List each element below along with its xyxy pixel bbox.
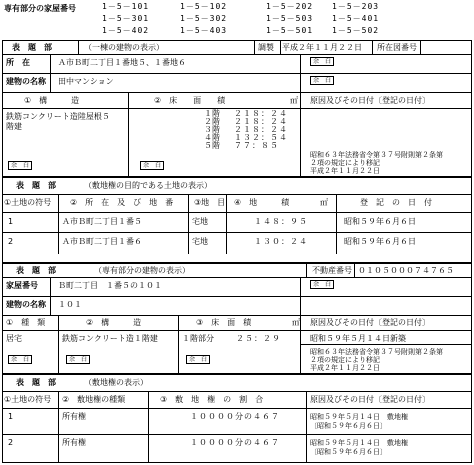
- rule: [58, 315, 59, 373]
- rule: [58, 391, 59, 463]
- land-no: 2: [8, 237, 14, 246]
- floor-area: ２１８：２４: [234, 125, 288, 134]
- house-number: 1－5－501: [266, 26, 314, 35]
- building-cause: 昭和６３年法務省令第３７号附則第２条第 ２項の規定により移記 平成２年１１月２２日: [310, 151, 443, 175]
- house-number: 1－5－101: [102, 2, 150, 11]
- rule: [2, 40, 3, 463]
- unit-area: ２５：２９: [236, 334, 281, 343]
- unit-kind: 居宅: [6, 334, 22, 343]
- chosei-date: 平成２年１１月２２日: [282, 43, 362, 52]
- siki-col-ratio: ③ 敷 地 権 の 割 合: [160, 395, 264, 404]
- rule: [2, 92, 472, 93]
- structure-header: ① 構 造: [24, 96, 80, 105]
- rule: [471, 40, 472, 463]
- rule: [2, 40, 472, 41]
- realty-number: ０１０５０００７４７６５: [358, 266, 454, 275]
- blank-stamp: 余 白: [8, 161, 32, 170]
- rule: [2, 194, 472, 195]
- floor-area: ２１８：２４: [234, 117, 288, 126]
- unit-cause-1: 昭和５９年５月１４日新築: [310, 334, 406, 343]
- blank-stamp: 余 白: [66, 355, 90, 364]
- unit-col-kind: ① 種 類: [6, 318, 46, 327]
- blank-stamp: 余 白: [186, 355, 210, 364]
- rule: [2, 330, 472, 331]
- chosei-label: 調製: [258, 43, 274, 52]
- location-label: 所 在: [6, 58, 30, 67]
- siki-kind: 所有権: [62, 438, 86, 447]
- land-col-area: ④ 地 積: [234, 198, 290, 207]
- rule: [254, 40, 255, 54]
- rule: [2, 391, 472, 392]
- rule: [280, 40, 281, 54]
- siki-date: 〔昭和５９年６月６日〕: [310, 448, 387, 456]
- rule: [336, 194, 337, 254]
- land-date: 昭和５９年６月６日: [344, 217, 416, 226]
- blank-stamp: 余 白: [310, 57, 334, 66]
- building-subtitle: （一棟の建物の表示）: [84, 43, 164, 52]
- house-number: 1－5－402: [102, 26, 150, 35]
- floor-area-header: ② 床 面 積: [154, 96, 226, 105]
- unit-floor: １階部分: [182, 334, 214, 343]
- land-subtitle: （敷地権の目的である土地の表示）: [84, 181, 212, 190]
- floor-label: ４階: [204, 133, 220, 142]
- siki-cause: 昭和５９年５月１４日 敷地権: [310, 413, 408, 421]
- siki-ratio: １００００分の４６７: [190, 438, 280, 447]
- rule: [372, 40, 373, 54]
- house-no-label: 家屋番号: [6, 281, 38, 290]
- rule: [354, 262, 355, 277]
- house-number: 1－5－302: [180, 14, 228, 23]
- unit-col-area: ③ 床 面 積: [196, 318, 252, 327]
- land-col-no: ①土地の符号: [4, 198, 52, 207]
- land-area: １４８：９５: [254, 217, 308, 226]
- rule: [2, 54, 472, 55]
- header-label: 専有部分の家屋番号: [4, 4, 76, 13]
- location-value: Ａ市Ｂ町二丁目１番地５、１番地６: [58, 58, 186, 67]
- rule: [2, 176, 472, 178]
- land-col-area-unit: ㎡: [320, 198, 328, 207]
- floor-area: ２１８：２４: [234, 109, 288, 118]
- siki-date: 〔昭和５９年６月６日〕: [310, 422, 387, 430]
- building-name-label: 建物の名称: [6, 77, 46, 86]
- unit-subtitle: （専有部分の建物の表示）: [94, 266, 190, 275]
- cause-header: 原因及びその日付〔登記の日付〕: [310, 96, 430, 105]
- floor-area: ７７：８５: [234, 141, 279, 150]
- realty-label: 不動産番号: [312, 266, 352, 275]
- rule: [2, 277, 472, 278]
- rule: [2, 408, 472, 409]
- land-location: Ａ市Ｂ町二丁目１番５: [62, 217, 142, 226]
- siki-cause: 昭和５９年５月１４日 敷地権: [310, 439, 408, 447]
- blank-stamp: 余 白: [8, 355, 32, 364]
- land-col-date: 登 記 の 日 付: [360, 198, 432, 207]
- land-no: 1: [8, 217, 14, 226]
- unit-name-value: １０１: [58, 300, 82, 309]
- floor-label: ３階: [204, 125, 220, 134]
- unit-cause-2: 昭和６３年法務省令第３７号附則第２条第 ２項の規定により移記 平成２年１１月２２日: [310, 348, 443, 372]
- land-type: 宅地: [192, 237, 208, 246]
- land-location: Ａ市Ｂ町二丁目１番６: [62, 237, 142, 246]
- rule: [420, 40, 421, 54]
- house-number: 1－5－503: [266, 14, 314, 23]
- rule: [2, 232, 472, 233]
- blank-stamp: 余 白: [310, 280, 334, 289]
- unit-col-area-unit: ㎡: [292, 318, 300, 327]
- rule: [2, 315, 472, 316]
- floor-area-unit: ㎡: [290, 96, 298, 105]
- blank-stamp: 余 白: [140, 161, 164, 170]
- siki-ratio: １００００分の４６７: [190, 412, 280, 421]
- siki-subtitle: （敷地権の表示）: [84, 378, 148, 387]
- rule: [78, 40, 79, 54]
- map-label: 所在図番号: [377, 43, 417, 52]
- rule: [148, 391, 149, 463]
- floor-label: ２階: [204, 117, 220, 126]
- floor-area: １３２：５４: [234, 133, 288, 142]
- building-name-value: 田中マンション: [58, 77, 114, 86]
- unit-name-label: 建物の名称: [6, 300, 46, 309]
- house-number: 1－5－502: [332, 26, 380, 35]
- siki-col-cause: 原因及びその日付〔登記の日付〕: [310, 395, 430, 404]
- house-number: 1－5－401: [332, 14, 380, 23]
- siki-no: 1: [8, 412, 14, 421]
- house-number: 1－5－102: [180, 2, 228, 11]
- rule: [2, 262, 472, 264]
- rule: [300, 92, 301, 176]
- land-date: 昭和５９年６月６日: [344, 237, 416, 246]
- rule: [306, 391, 307, 463]
- siki-col-no: ①土地の符号: [4, 395, 52, 404]
- rule: [2, 373, 472, 375]
- land-col-loc: ② 所 在 及 び 地 番: [70, 198, 174, 207]
- rule: [188, 194, 189, 254]
- house-number: 1－5－403: [180, 26, 228, 35]
- rule: [300, 344, 472, 345]
- blank-stamp: 余 白: [310, 76, 334, 85]
- siki-no: 2: [8, 438, 14, 447]
- rule: [178, 315, 179, 373]
- house-number: 1－5－203: [332, 2, 380, 11]
- land-area: １３０：２４: [254, 237, 308, 246]
- house-number: 1－5－202: [266, 2, 314, 11]
- siki-kind: 所有権: [62, 412, 86, 421]
- land-title: 表 題 部: [16, 181, 56, 190]
- land-type: 宅地: [192, 217, 208, 226]
- building-title: 表 題 部: [12, 43, 52, 52]
- rule: [2, 212, 472, 213]
- floor-label: １階: [204, 109, 220, 118]
- floor-label: ５階: [204, 141, 220, 150]
- unit-col-cause: 原因及びその日付〔登記の日付〕: [310, 318, 430, 327]
- unit-structure: 鉄筋コンクリート造１階建: [62, 334, 158, 343]
- rule: [2, 434, 472, 435]
- rule: [58, 194, 59, 254]
- siki-title: 表 題 部: [16, 378, 56, 387]
- land-col-type: ③地 目: [194, 198, 226, 207]
- rule: [2, 462, 472, 463]
- building-structure: 鉄筋コンクリート造陸屋根５ 階建: [6, 112, 110, 131]
- rule: [226, 194, 227, 254]
- unit-col-structure: ② 構 造: [86, 318, 142, 327]
- rule: [2, 73, 472, 74]
- rule: [128, 92, 129, 176]
- house-number: 1－5－301: [102, 14, 150, 23]
- rule: [2, 296, 472, 297]
- rule: [306, 262, 307, 277]
- unit-title: 表 題 部: [16, 266, 56, 275]
- house-no-value: Ｂ町二丁目 １番５の１０１: [58, 281, 162, 290]
- siki-col-kind: ② 敷地権の種類: [62, 395, 126, 404]
